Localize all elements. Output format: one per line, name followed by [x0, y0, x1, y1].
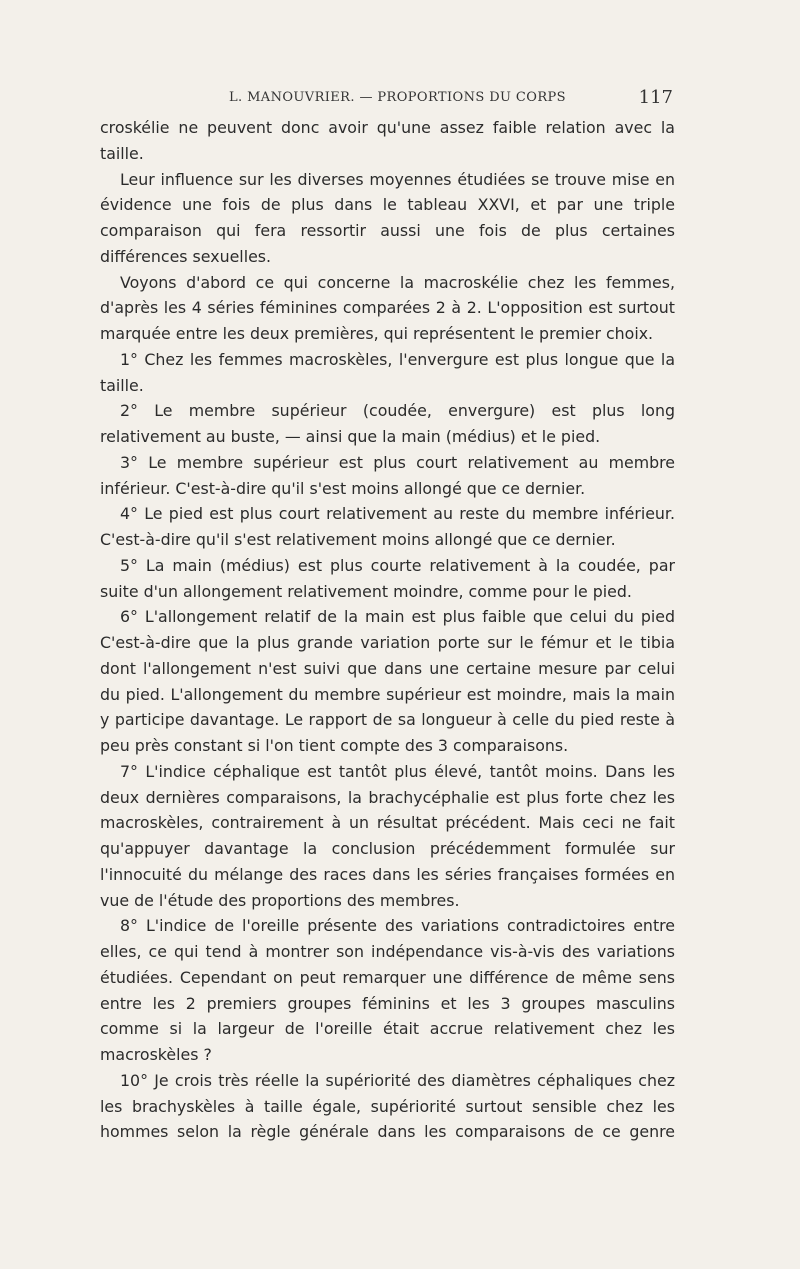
paragraph-point-3: 3° Le membre supérieur est plus court relativement au membre inférieur. C'est-à-dire qu'il s'est moins allongé que ce dernier. — [100, 452, 675, 498]
running-header — [229, 88, 673, 110]
paragraph-point-5: 5° La main (médius) est plus courte relativement à la coudée, par suite d'un allongement relativement moindre, comme pour le pied. — [100, 555, 675, 601]
paragraph-intro-influence: Leur influence sur les diverses moyennes étudiées se trouve mise en évidence une fois de plus dans le tableau XXVI, et par une triple comparaison qui fera ressortir aussi une fois de plus certaines différences sexuelles. — [100, 169, 675, 266]
paragraph-point-8: 8° L'indice de l'oreille présente des variations contradictoires entre elles, ce qui tend à montrer son indépendance vis-à-vis des variations étudiées. Cependant on peut remarquer une différence de même sens entre les 2 premiers groupes féminins et les 3 groupes masculins comme si la largeur de l'oreille était accrue relativement chez les macroskèles ? — [100, 916, 675, 1064]
paragraph-continuation: croskélie ne peuvent donc avoir qu'une assez faible relation avec la taille. — [100, 118, 675, 163]
running-title: L. MANOUVRIER. — PROPORTIONS DU CORPS — [229, 90, 566, 105]
paragraph-point-1: 1° Chez les femmes macroskèles, l'envergure est plus longue que la taille. — [100, 349, 675, 395]
paragraph-point-6: 6° L'allongement relatif de la main est plus faible que celui du pied C'est-à-dire que la plus grande variation porte sur le fémur et le tibia dont l'allongement n'est suivi que dans une certaine mesure par celui du pied. L'allongement du membre supérieur est moindre, mais la main y participe davantage. Le rapport de sa longueur à celle du pied reste à peu près constant si l'on tient compte des 3 comparaisons. — [100, 607, 675, 755]
paragraph-point-4: 4° Le pied est plus court relativement au reste du membre inférieur. C'est-à-dire qu'il s'est relativement moins allongé que ce dernier. — [100, 504, 675, 549]
paragraph-point-10: 10° Je crois très réelle la supériorité des diamètres céphaliques chez les brachyskèles à taille égale, supériorité surtout sensible chez les hommes selon la règle générale dans les comparaisons de ce genre — [100, 1070, 675, 1142]
body-text — [100, 115, 675, 1145]
paragraph-point-2: 2° Le membre supérieur (coudée, envergure) est plus long relativement au buste, — ainsi que la main (médius) et le pied. — [100, 401, 675, 446]
paragraph-intro-femmes: Voyons d'abord ce qui concerne la macroskélie chez les femmes, d'après les 4 séries féminines comparées 2 à 2. L'opposition est surtout marquée entre les deux premières, qui représentent le premier choix. — [100, 272, 675, 343]
page-number: 117 — [638, 87, 673, 108]
paragraph-point-7: 7° L'indice céphalique est tantôt plus élevé, tantôt moins. Dans les deux dernières comparaisons, la brachycéphalie est plus forte chez les macroskèles, contrairement à un résultat précédent. Mais ceci ne fait qu'appuyer davantage la conclusion précédemment formulée sur l'innocuité du mélange des races dans les séries françaises formées en vue de l'étude des proportions des membres. — [100, 761, 675, 910]
